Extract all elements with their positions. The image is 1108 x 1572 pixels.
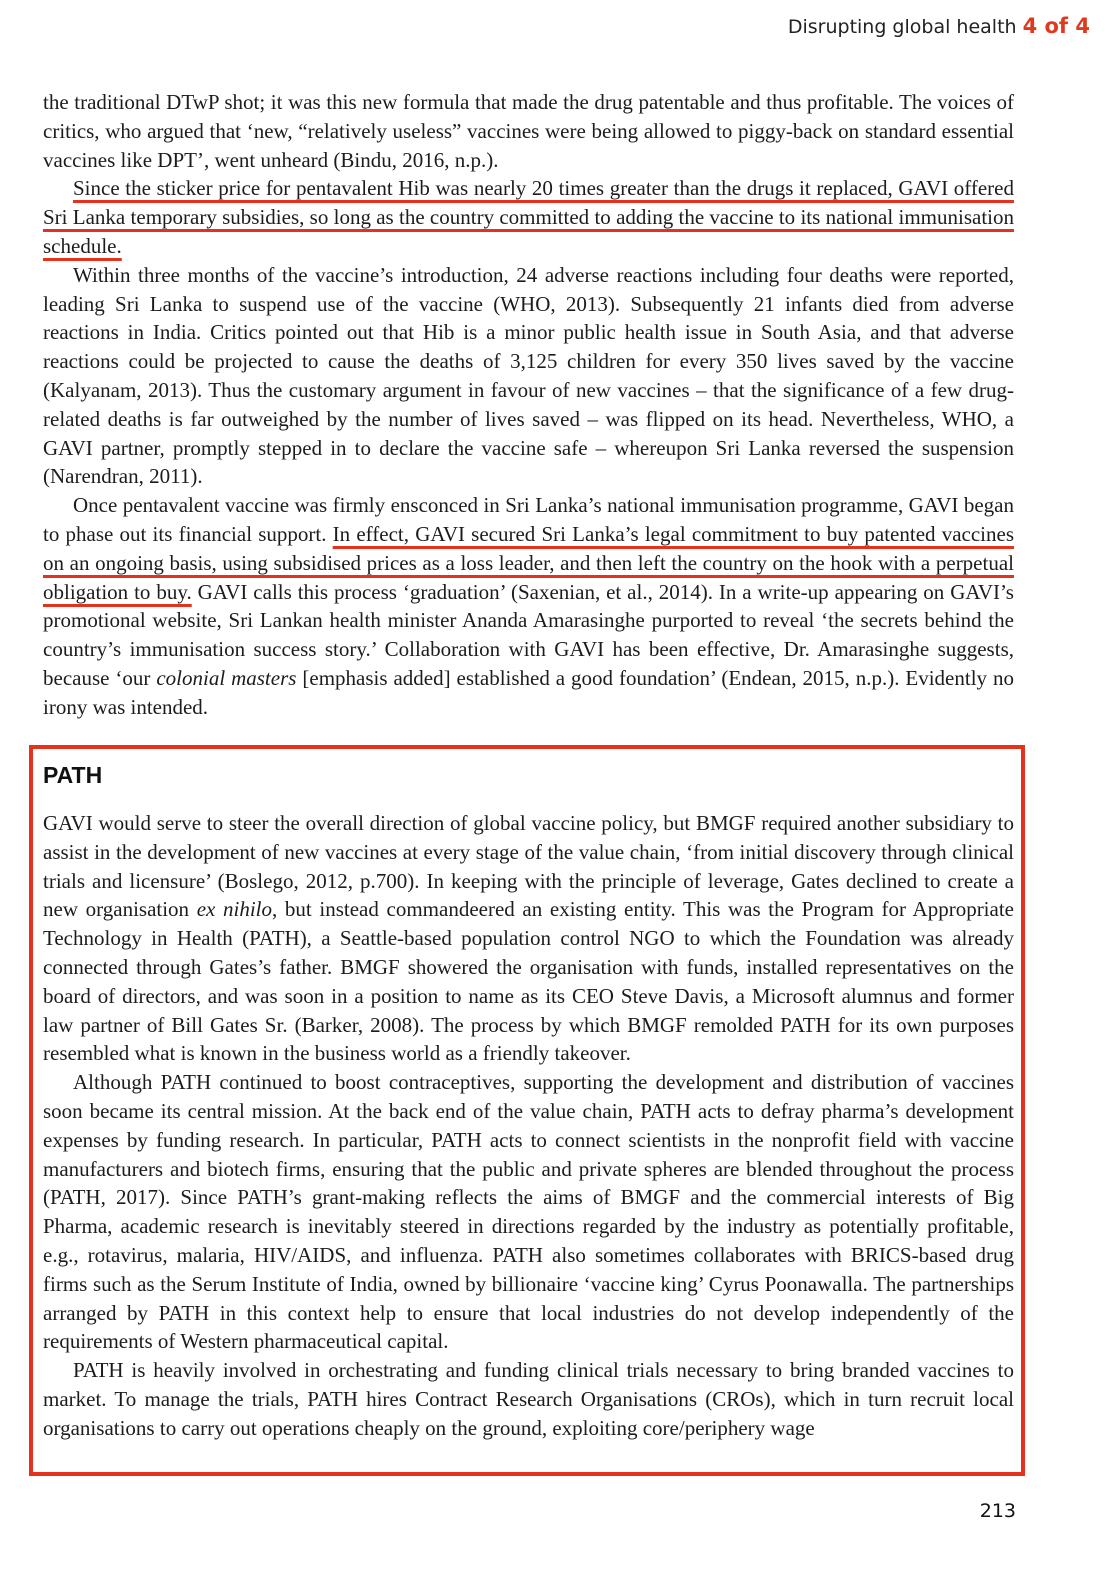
paragraph-adverse-reactions [43,261,1014,491]
page-number: 213 [979,1500,1016,1522]
sidebar-paragraph-gavi-end: , but instead commandeered an existing entity. This was the Program for Appropriate Technology in Health (PATH), a Seattle-based population control NGO to which the Foundation was already connected through Gates’s father. BMGF showered the organisation with funds, installed representatives on the board of directors, and was soon in a position to name as its CEO Steve Davis, a Microsoft alumnus and former law partner of Bill Gates Sr. (Barker, 2008). The process by which BMGF remolded PATH for its own purposes resembled what is known in the business world as a friendly takeover. [43,897,1014,1066]
sidebar-paragraph-contraceptives [43,1068,1014,1356]
paragraph-graduation-middle: GAVI calls this process ‘graduation’ (Saxenian, et al., 2014). In a write-up appearing on GAVI’s promotional website, Sri Lankan health minister Ananda Amarasinghe purported to reveal ‘the secrets behind the country’s immunisation success story.’ Collaboration with GAVI has been effective, Dr. Amarasinghe suggests, because ‘our [43,579,1014,690]
emphasis-ex-nihilo: ex nihilo [196,897,273,922]
paragraph-graduation [43,491,1014,721]
sidebar-paragraph-gavi [43,809,1014,1068]
sidebar-paragraph-contraceptives-text: Although PATH continued to boost contraceptives, supporting the development and distribution of vaccines soon became its central mission. At the back end of the value chain, PATH acts to defray pharma’s development expenses by funding research. In particular, PATH acts to connect scientists in the nonprofit field with vaccine manufacturers and biotech firms, ensuring that the public and private spheres are blended throughout the process (PATH, 2017). Since PATH’s grant-making reflects the aims of BMGF and the commercial interests of Big Pharma, academic research is inevitably steered in directions regarded by the industry as potentially profitable, e.g., rotavirus, malaria, HIV/AIDS, and influenza. PATH also sometimes collaborates with BRICS-based drug firms such as the Serum Institute of India, owned by billionaire ‘vaccine king’ Cyrus Poonawalla. The partnerships arranged by PATH in this context help to ensure that local industries do not develop independently of the requirements of Western pharmaceutical capital. [43,1070,1014,1354]
sidebar-title: PATH [43,762,103,788]
highlighted-passage-subsidies: Since the sticker price for pentavalent Hib was nearly 20 times greater than the drugs it replaced, GAVI offered Sri Lanka temporary subsidies, so long as the country committed to adding the vaccine to its national immunisation schedule. [43,176,1014,258]
paragraph-adverse-reactions-text: Within three months of the vaccine’s introduction, 24 adverse reactions including four deaths were reported, leading Sri Lanka to suspend use of the vaccine (WHO, 2013). Subsequently 21 infants died from adverse reactions in India. Critics pointed out that Hib is a minor public health issue in South Asia, and that adverse reactions could be projected to cause the deaths of 3,125 children for every 350 lives saved by the vaccine (Kalyanam, 2013). Thus the customary argument in favour of new vaccines – that the significance of a few drug-related deaths is far outweighed by the number of lives saved – was flipped on its head. Nevertheless, WHO, a GAVI partner, promptly stepped in to declare the vaccine safe – whereupon Sri Lanka reversed the suspension (Narendran, 2011). [43,262,1014,489]
paragraph-dtwp-text: the traditional DTwP shot; it was this new formula that made the drug patentable and thus profitable. The voices of critics, who argued that ‘new, “relatively useless” vaccines were being allowed to piggy-back on standard essential vaccines like DPT’, went unheard (Bindu, 2016, n.p.). [43,90,1014,172]
sidebar-body-text [43,809,1014,1443]
running-header [788,14,1090,38]
paragraph-dtwp [43,88,1014,174]
emphasis-colonial-masters: colonial masters [156,665,297,690]
highlighted-passage-commitment: In effect, GAVI secured Sri Lanka’s legal commitment to buy patented vaccines on an ongoing basis, using subsidised prices as a loss leader, and then left the country on the hook with a perpetual obligation to buy. [43,521,1014,604]
running-title: Disrupting global health [787,16,1017,38]
sidebar-paragraph-clinical-trials [43,1356,1014,1442]
page-indicator: 4 of 4 [1022,14,1090,38]
main-body-text [43,88,1014,722]
paragraph-graduation-end: [emphasis added] established a good foundation’ (Endean, 2015, n.p.). Evidently no irony was intended. [43,665,1014,719]
sidebar-paragraph-clinical-trials-text: PATH is heavily involved in orchestrating and funding clinical trials necessary to bring branded vaccines to market. To manage the trials, PATH hires Contract Research Organisations (CROs), which in turn recruit local organisations to carry out operations cheaply on the ground, exploiting core/periphery wage [43,1358,1014,1440]
paragraph-graduation-start: Once pentavalent vaccine was firmly ensconced in Sri Lanka’s national immunisation programme, GAVI began to phase out its financial support. [43,493,1014,546]
sidebar-paragraph-gavi-start: GAVI would serve to steer the overall direction of global vaccine policy, but BMGF required another subsidiary to assist in the development of new vaccines at every stage of the value chain, ‘from initial discovery through clinical trials and licensure’ (Boslego, 2012, p.700). In keeping with the principle of leverage, Gates declined to create a new organisation [43,811,1014,922]
paragraph-sticker-price [43,174,1014,260]
